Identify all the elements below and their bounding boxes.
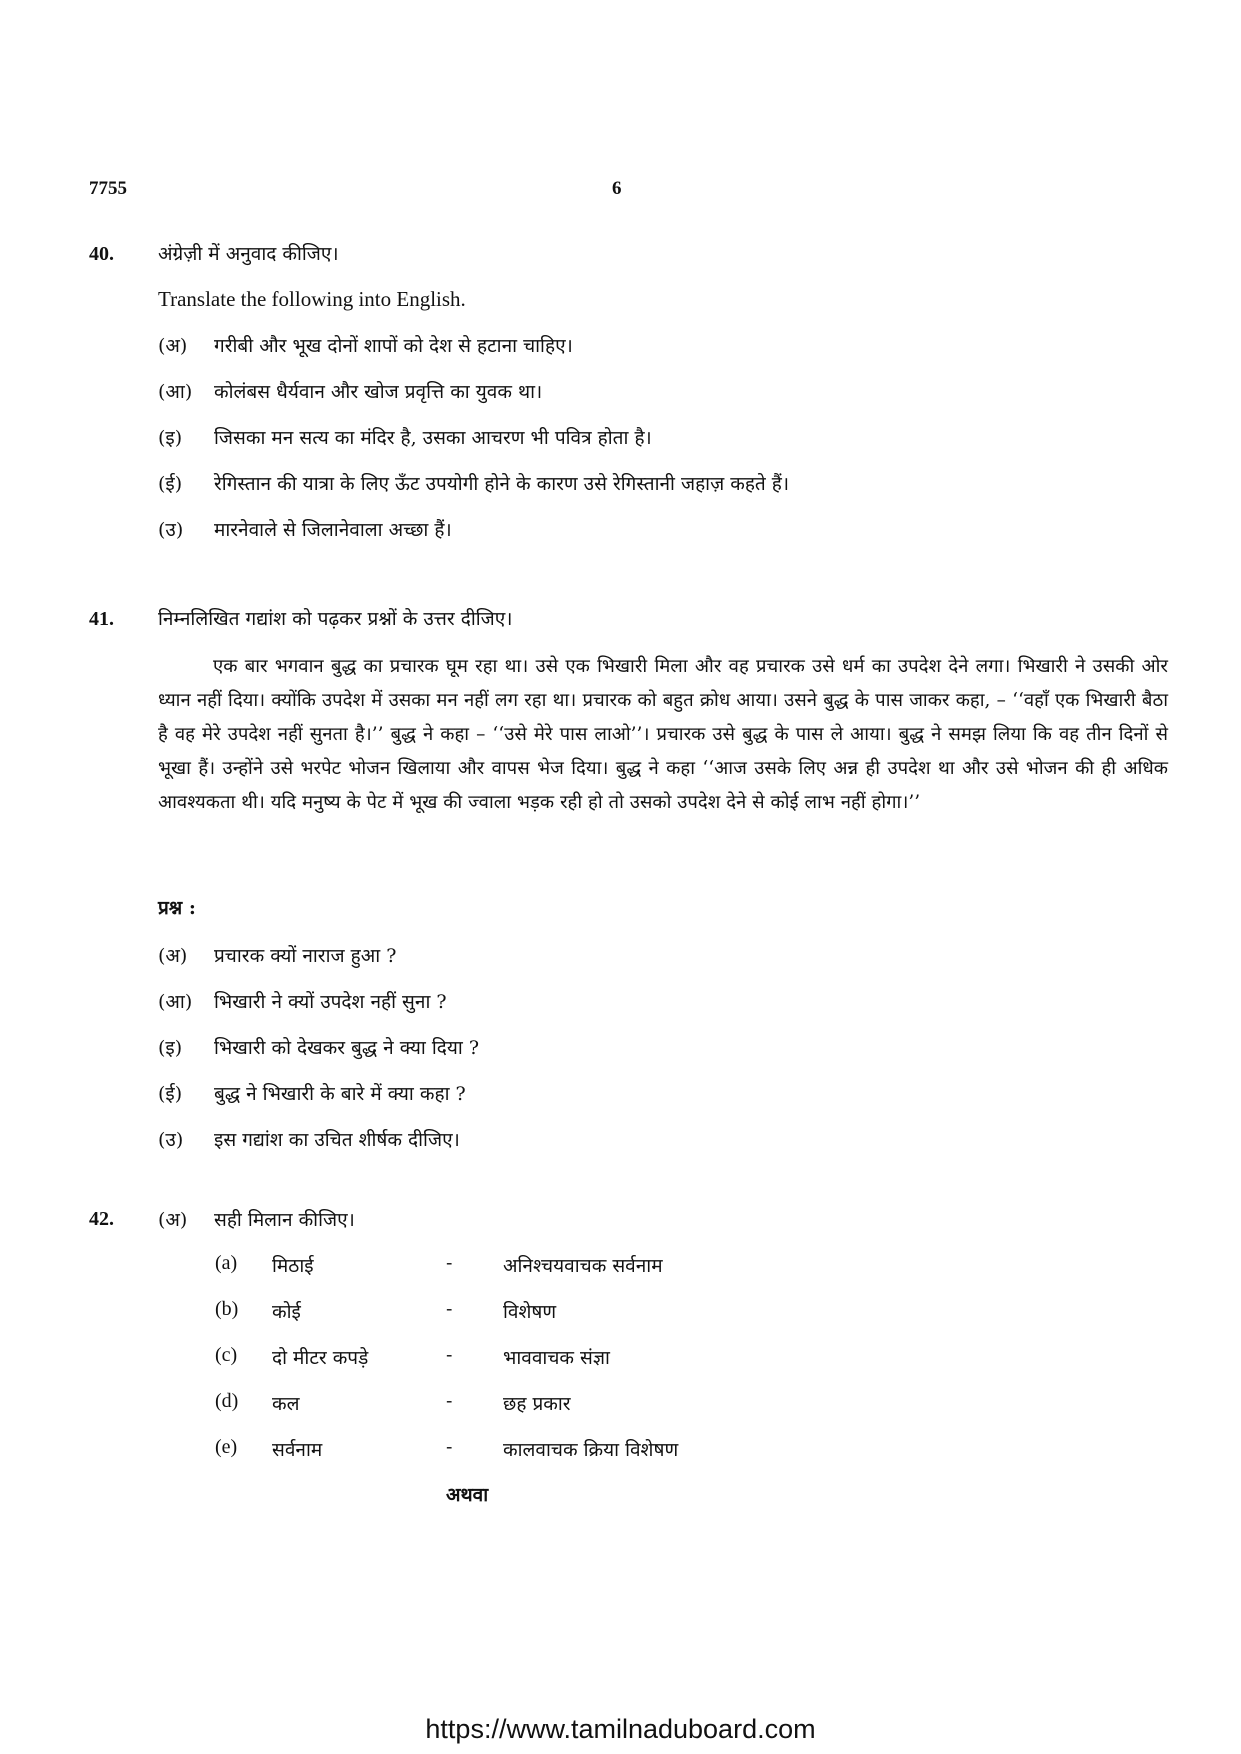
list-item — [158, 988, 447, 1014]
item-text: बुद्ध ने भिखारी के बारे में क्या कहा ? — [214, 1083, 466, 1105]
question-40-prompt-hindi: अंग्रेज़ी में अनुवाद कीजिए। — [158, 243, 339, 265]
item-label: (आ) — [158, 991, 193, 1013]
item-label: (अ) — [158, 335, 188, 357]
match-row-label: (b) — [215, 1298, 239, 1320]
questions-heading: प्रश्न : — [158, 897, 196, 919]
item-label: (आ) — [158, 381, 193, 403]
list-item — [158, 378, 542, 404]
match-dash: - — [446, 1252, 453, 1274]
match-row-label: (e) — [215, 1436, 238, 1458]
list-item — [158, 942, 396, 968]
item-label: (अ) — [158, 945, 188, 967]
item-text: भिखारी को देखकर बुद्ध ने क्या दिया ? — [214, 1037, 480, 1059]
match-dash: - — [446, 1298, 453, 1320]
list-item — [158, 1034, 479, 1060]
item-text: कोलंबस धैर्यवान और खोज प्रवृत्ति का युवक था। — [214, 381, 543, 403]
match-row-label: (c) — [215, 1344, 238, 1366]
item-text: गरीबी और भूख दोनों शापों को देश से हटाना चाहिए। — [214, 335, 573, 357]
match-left: कोई — [272, 1301, 301, 1323]
passage-text: एक बार भगवान बुद्ध का प्रचारक घूम रहा था। उसे एक भिखारी मिला और वह प्रचारक उसे धर्म का उपदेश देने लगा। भिखारी ने उसकी ओर ध्यान नहीं दिया। क्योंकि उपदेश में उसका मन नहीं लग रहा था। प्रचारक को बहुत क्रोध आया। उसने बुद्ध के पास जाकर कहा, – ‘‘वहाँ एक भिखारी बैठा है वह मेरे उपदेश नहीं सुनता है।’’ बुद्ध ने कहा – ‘‘उसे मेरे पास लाओ’’। प्रचारक उसे बुद्ध के पास ले आया। बुद्ध ने समझ लिया कि वह तीन दिनों से भूखा हैं। उन्होंने उसे भरपेट भोजन खिलाया और वापस भेज दिया। बुद्ध ने कहा ‘‘आज उसके लिए अन्न ही उपदेश था और उसे भोजन की ही अधिक आवश्यकता थी। यदि मनुष्य के पेट में भूख की ज्वाला भड़क रही हो तो उसको उपदेश देने से कोई लाभ नहीं होगा।’’ — [158, 656, 1168, 813]
item-text: सही मिलान कीजिए। — [214, 1209, 355, 1231]
match-dash: - — [446, 1436, 453, 1458]
question-41-prompt: निम्नलिखित गद्यांश को पढ़कर प्रश्नों के उत्तर दीजिए। — [158, 608, 513, 630]
match-left: दो मीटर कपड़े — [272, 1347, 369, 1369]
match-dash: - — [446, 1390, 453, 1412]
match-row-label: (d) — [215, 1390, 239, 1412]
item-text: मारनेवाले से जिलानेवाला अच्छा हैं। — [214, 519, 452, 541]
list-item — [158, 424, 652, 450]
item-text: प्रचारक क्यों नाराज हुआ ? — [214, 945, 397, 967]
question-42-number: 42. — [89, 1208, 114, 1230]
question-42-prompt — [158, 1206, 355, 1232]
list-item — [158, 470, 789, 496]
match-right: कालवाचक क्रिया विशेषण — [503, 1439, 679, 1461]
match-right: भाववाचक संज्ञा — [503, 1347, 610, 1369]
passage — [158, 650, 1168, 820]
match-row-label: (a) — [215, 1252, 238, 1274]
item-label: (उ) — [158, 519, 184, 541]
paper-code: 7755 — [89, 178, 127, 199]
item-label: (इ) — [158, 427, 183, 449]
question-40-prompt-english: Translate the following into English. — [158, 287, 466, 311]
question-40-number: 40. — [89, 243, 114, 265]
list-item — [158, 1080, 466, 1106]
page-number: 6 — [612, 178, 622, 199]
match-left: सर्वनाम — [272, 1439, 323, 1461]
match-right: अनिश्चयवाचक सर्वनाम — [503, 1255, 663, 1277]
item-label: (उ) — [158, 1129, 184, 1151]
item-text: इस गद्यांश का उचित शीर्षक दीजिए। — [214, 1129, 460, 1151]
match-right: विशेषण — [503, 1301, 557, 1323]
item-label: (अ) — [158, 1209, 188, 1231]
item-label: (इ) — [158, 1037, 183, 1059]
item-text: रेगिस्तान की यात्रा के लिए ऊँट उपयोगी होने के कारण उसे रेगिस्तानी जहाज़ कहते हैं। — [214, 473, 790, 495]
list-item — [158, 332, 573, 358]
item-text: भिखारी ने क्यों उपदेश नहीं सुना ? — [214, 991, 447, 1013]
footer-url[interactable]: https://www.tamilnaduboard.com — [425, 1714, 816, 1744]
or-label: अथवा — [446, 1484, 489, 1506]
item-label: (ई) — [158, 1083, 183, 1105]
list-item — [158, 516, 452, 542]
match-left: मिठाई — [272, 1255, 314, 1277]
item-text: जिसका मन सत्य का मंदिर है, उसका आचरण भी पवित्र होता है। — [214, 427, 652, 449]
item-label: (ई) — [158, 473, 183, 495]
list-item — [158, 1126, 460, 1152]
match-left: कल — [272, 1393, 300, 1415]
match-dash: - — [446, 1344, 453, 1366]
question-41-number: 41. — [89, 608, 114, 630]
match-right: छह प्रकार — [503, 1393, 571, 1415]
